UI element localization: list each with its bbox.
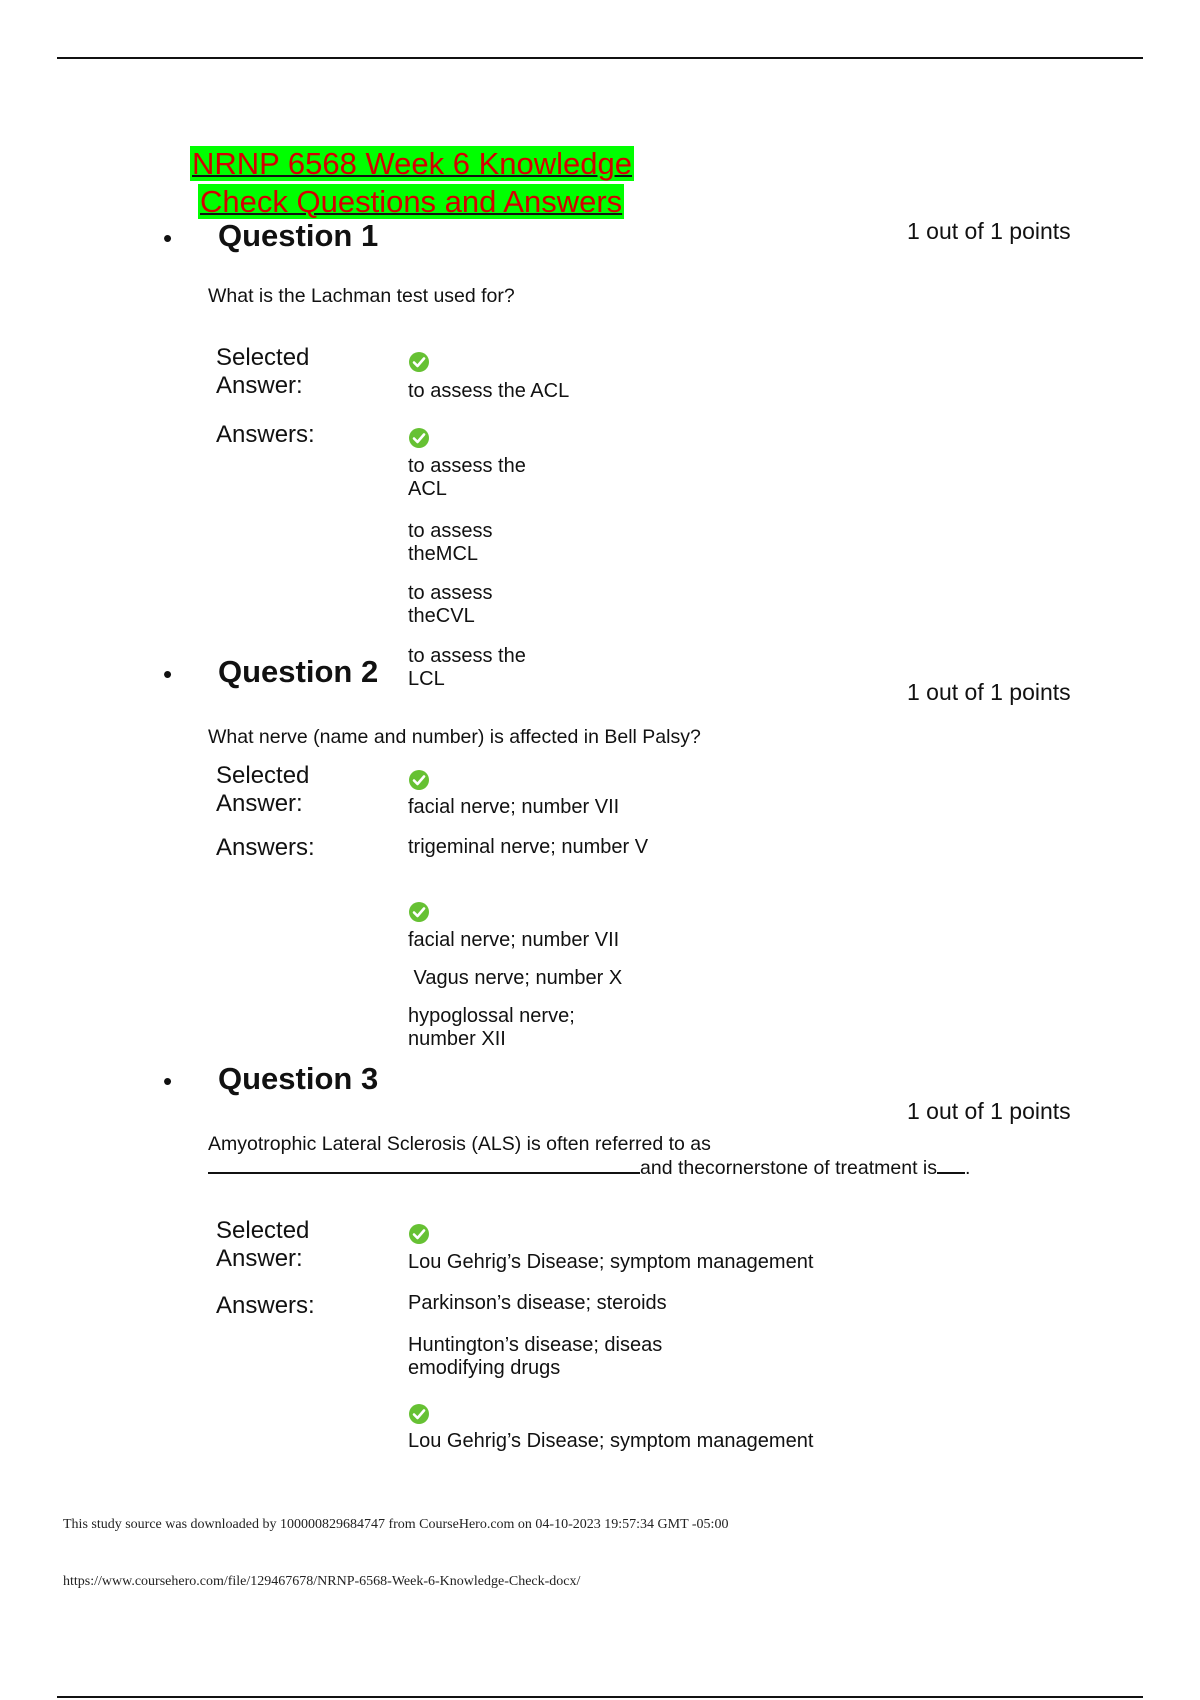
- fill-in-blank: [937, 1172, 965, 1174]
- title-line-1: NRNP 6568 Week 6 Knowledge: [192, 146, 633, 181]
- question-text-part: .: [965, 1157, 971, 1179]
- answer-option: Lou Gehrig’s Disease; symptom management: [408, 1430, 814, 1452]
- answer-option: hypoglossal nerve; number XII: [408, 1005, 575, 1050]
- question-text-part: and thecornerstone of treatment is: [640, 1157, 938, 1179]
- top-rule: [57, 57, 1143, 59]
- question-heading: Question 1: [218, 218, 379, 253]
- answer-option: Parkinson’s disease; steroids: [408, 1292, 667, 1314]
- answer-option: to assess the ACL: [408, 455, 526, 500]
- bullet-icon: •: [163, 223, 173, 253]
- bottom-rule: [57, 1696, 1143, 1698]
- question-text-continued: [208, 1156, 970, 1180]
- answer-option: facial nerve; number VII: [408, 929, 620, 951]
- document-title: [190, 145, 750, 221]
- fill-in-blank: [208, 1172, 640, 1174]
- question-heading: Question 3: [218, 1061, 379, 1096]
- download-source-note: This study source was downloaded by 100000829684747 from CourseHero.com on 04-10-2023 19:57:34 GMT -05:00: [63, 1517, 729, 1532]
- question-text: Amyotrophic Lateral Sclerosis (ALS) is often referred to as: [208, 1133, 711, 1155]
- bullet-icon: •: [163, 659, 173, 689]
- correct-check-icon: [408, 1223, 430, 1245]
- selected-answer-label: Selected Answer:: [216, 1217, 310, 1272]
- answer-option: to assess the LCL: [408, 645, 526, 690]
- answer-option: to assess theMCL: [408, 520, 493, 565]
- points-score: 1 out of 1 points: [907, 1098, 1071, 1124]
- answer-option: Huntington’s disease; diseas emodifying drugs: [408, 1334, 663, 1379]
- selected-answer-label: Selected Answer:: [216, 762, 310, 817]
- correct-check-icon: [408, 427, 430, 449]
- answer-option: trigeminal nerve; number V: [408, 836, 649, 858]
- source-url: https://www.coursehero.com/file/129467678/NRNP-6568-Week-6-Knowledge-Check-docx/: [63, 1574, 581, 1589]
- question-text: What nerve (name and number) is affected in Bell Palsy?: [208, 726, 701, 748]
- correct-check-icon: [408, 769, 430, 791]
- bullet-icon: •: [163, 1066, 173, 1096]
- selected-answer-label: Selected Answer:: [216, 344, 310, 399]
- question-text: What is the Lachman test used for?: [208, 285, 515, 307]
- selected-answer-text: Lou Gehrig’s Disease; symptom management: [408, 1251, 814, 1273]
- selected-answer-text: facial nerve; number VII: [408, 796, 620, 818]
- answers-label: Answers:: [216, 421, 315, 448]
- selected-answer-text: to assess the ACL: [408, 380, 570, 402]
- correct-check-icon: [408, 351, 430, 373]
- points-score: 1 out of 1 points: [907, 679, 1071, 705]
- answers-label: Answers:: [216, 1292, 315, 1319]
- correct-check-icon: [408, 1403, 430, 1425]
- question-heading: Question 2: [218, 654, 379, 689]
- title-line-2: Check Questions and Answers: [200, 184, 623, 219]
- points-score: 1 out of 1 points: [907, 218, 1071, 244]
- correct-check-icon: [408, 901, 430, 923]
- answer-option: to assess theCVL: [408, 582, 493, 627]
- answers-label: Answers:: [216, 834, 315, 861]
- answer-option: Vagus nerve; number X: [408, 967, 623, 989]
